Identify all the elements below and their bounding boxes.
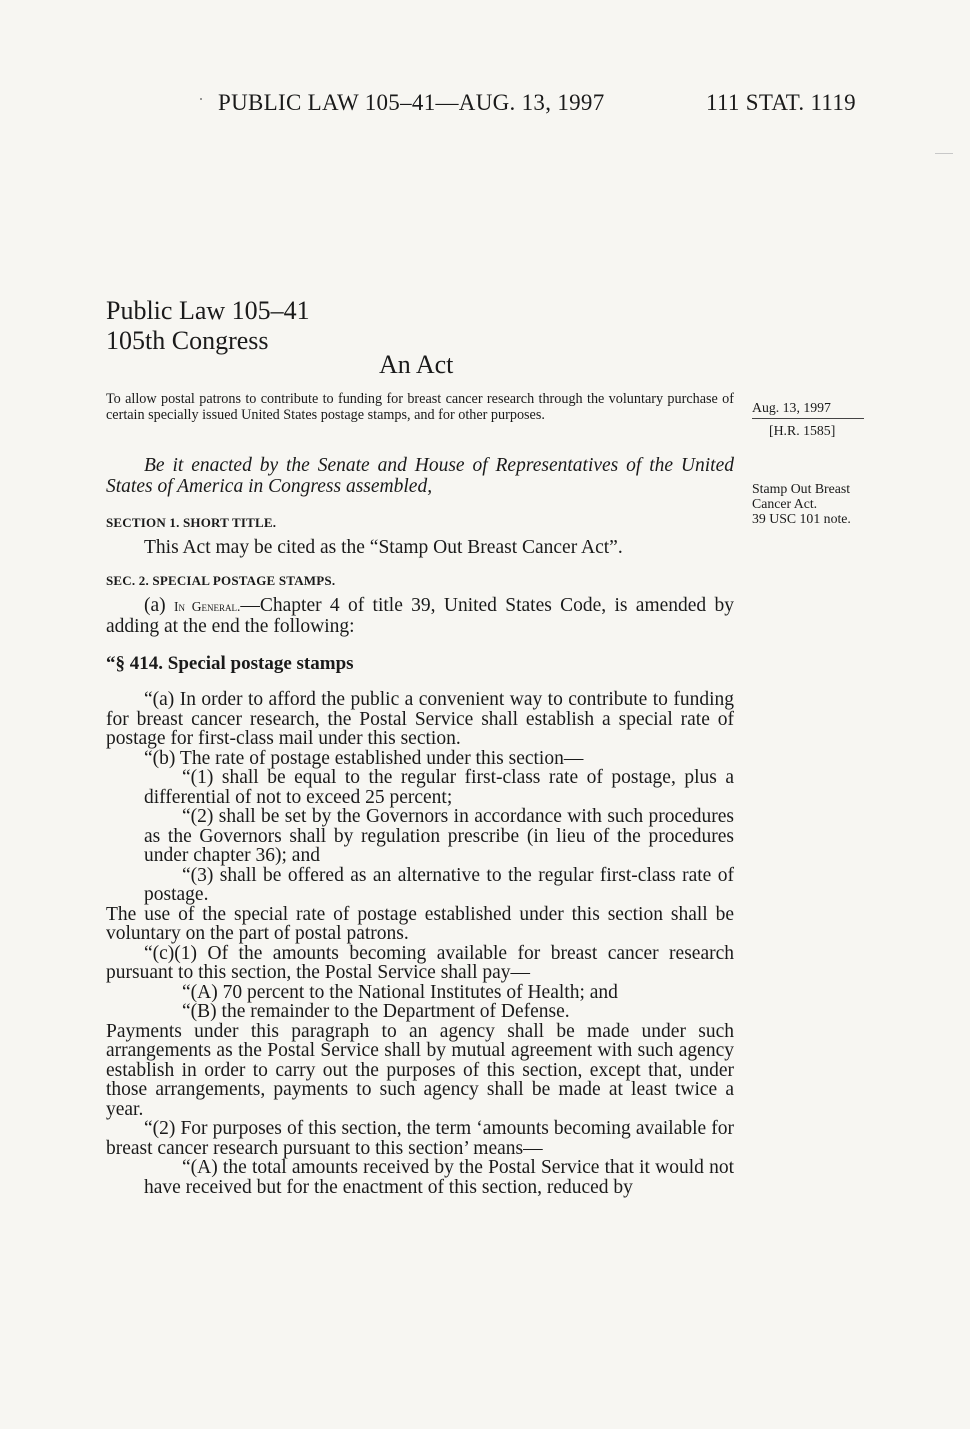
paragraph-c2a: “(A) the total amounts received by the Postal Service that it would not have received but for the enactment of this section, reduced by — [144, 1157, 734, 1198]
enactment-date: Aug. 13, 1997 — [752, 400, 864, 419]
enacting-clause-text: Be it enacted by the Senate and House of Representatives of the United States of America in Congress assembled, — [106, 455, 734, 497]
public-law-number: Public Law 105–41 — [106, 296, 310, 325]
paragraph-c1a: “(A) 70 percent to the National Institutes of Health; and — [182, 981, 618, 1003]
section-414-body — [106, 690, 734, 1197]
paragraph-c2: “(2) For purposes of this section, the term ‘amounts becoming available for breast cancer research pursuant to this section’ means— — [106, 1118, 734, 1159]
paragraph-c1b: “(B) the remainder to the Department of Defense. — [182, 1001, 570, 1022]
code-note: 39 USC 101 note. — [752, 511, 851, 526]
running-header-left: PUBLIC LAW 105–41—AUG. 13, 1997 — [218, 90, 605, 115]
section-1-text: This Act may be cited as the “Stamp Out Breast Cancer Act”. — [144, 537, 623, 558]
section-2-subsection-a — [106, 596, 734, 637]
paragraph-b-tail: The use of the special rate of postage established under this section shall be voluntary on the part of postal patrons. — [106, 903, 734, 944]
section-2-heading: SEC. 2. SPECIAL POSTAGE STAMPS. — [106, 573, 336, 588]
enacting-clause — [106, 455, 734, 497]
paragraph-c1-tail: Payments under this paragraph to an agency shall be made under such arrangements as the Postal Service shall by mutual agreement with such agency establish in order to carry out the purposes of this section, except that, under those arrangements, payments to such agency shall be made at least twice a year. — [106, 1020, 734, 1120]
section-1-heading: SECTION 1. SHORT TITLE. — [106, 515, 277, 530]
paragraph-b3: “(3) shall be offered as an alternative to the regular first-class rate of postage. — [144, 864, 734, 905]
margin-notes — [752, 481, 870, 526]
paragraph-c1: “(c)(1) Of the amounts becoming available for breast cancer research pursuant to this section, the Postal Service shall pay— — [106, 942, 734, 983]
act-heading: An Act — [379, 350, 454, 379]
subsection-label: (a) — [144, 595, 174, 616]
margin-date-block — [752, 400, 870, 438]
section-414-heading: “§ 414. Special postage stamps — [106, 653, 354, 674]
scan-mark — [935, 153, 953, 154]
bill-number: [H.R. 1585] — [769, 423, 836, 438]
running-header-page: 111 STAT. 1119 — [706, 90, 856, 115]
subsection-caption: In General. — [173, 599, 241, 614]
paragraph-b1: “(1) shall be equal to the regular first-class rate of postage, plus a differential of not to exceed 25 percent; — [144, 767, 734, 808]
subsection-text: —Chapter 4 of title 39, United States Code, is amended by adding at the end the following: — [106, 595, 734, 637]
short-title-note: Stamp Out Breast Cancer Act. — [752, 481, 851, 511]
purpose-statement: To allow postal patrons to contribute to funding for breast cancer research through the voluntary purchase of certain specially issued United States postage stamps, and for other purposes. — [106, 391, 734, 423]
paragraph-a: “(a) In order to afford the public a convenient way to contribute to funding for breast cancer research, the Postal Service shall establish a special rate of postage for first-class mail under this section. — [106, 689, 734, 749]
congress-number: 105th Congress — [106, 326, 269, 355]
law-title-block — [106, 296, 310, 356]
paragraph-b: “(b) The rate of postage established under this section— — [144, 747, 584, 769]
paragraph-b2: “(2) shall be set by the Governors in accordance with such procedures as the Governors shall by regulation prescribe (in lieu of the procedures under chapter 36); and — [144, 806, 734, 866]
scan-mark — [200, 98, 202, 100]
